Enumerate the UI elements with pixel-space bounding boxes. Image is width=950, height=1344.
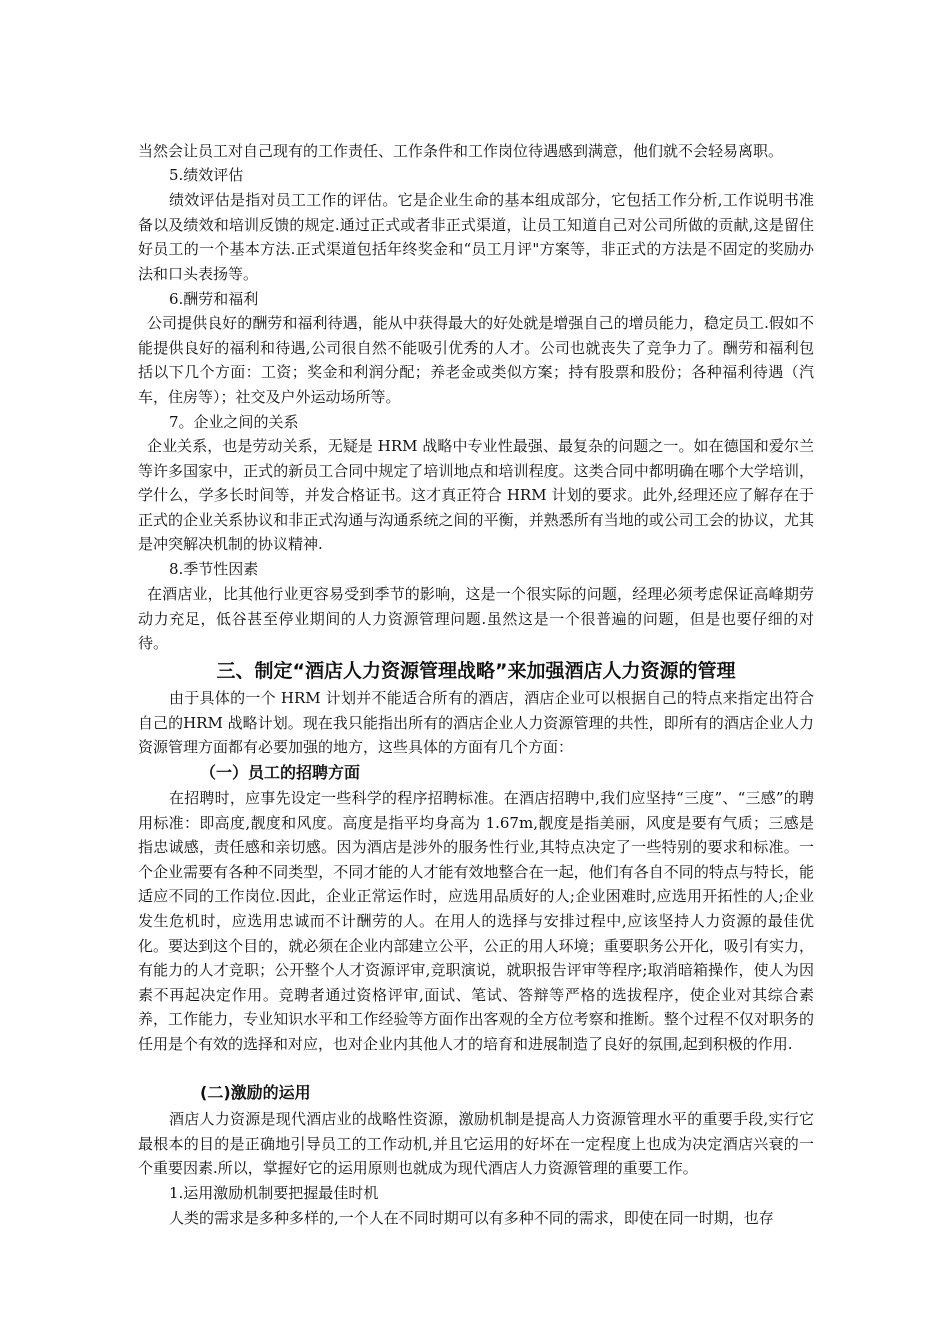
- subsection-2-heading: (二)激励的运用: [200, 1083, 311, 1102]
- item-7-title: 7。企业之间的关系: [169, 413, 299, 431]
- paragraph-item-7: 企业关系，也是劳动关系，无疑是 HRM 战略中专业性最强、最复杂的问题之一。如在德国和爱尔兰等许多国家中，正式的新员工合同中规定了培训地点和培训程度。这类合同中都明确在哪个大学培训，学什么，学多长时间等，并发合格证书。这才真正符合 HRM 计划的要求。此外,经理还应了解存在于正式的企业关系协议和非正式沟通与沟通系统之间的平衡，并熟悉所有当地的或公司工会的协议，尤其是冲突解决机制的协议精神.: [138, 437, 814, 554]
- item-6-title: 6.酬劳和福利: [169, 290, 259, 308]
- paragraph-item-5: 绩效评估是指对员工工作的评估。它是企业生命的基本组成部分，它包括工作分析,工作说明书准备以及绩效和培训反馈的规定.通过正式或者非正式渠道，让员工知道自己对公司所做的贡献,这是留住好员工的一个基本方法.正式渠道包括年终奖金和“员工月评"方案等，非正式的方法是不固定的奖励办法和口头表扬等。: [138, 191, 814, 283]
- paragraph-subsection-2-item-1: 人类的需求是多种多样的,一个人在不同时期可以有多种不同的需求，即使在同一时期，也存: [169, 1209, 774, 1227]
- paragraph-section-3: 由于具体的一个 HRM 计划并不能适合所有的酒店，酒店企业可以根据自己的特点来指定出符合自己的HRM 战略计划。现在我只能指出所有的酒店企业人力资源管理的共性，即所有的酒店企业人力资源管理方面都有必要加强的地方，这些具体的方面有几个方面：: [138, 689, 814, 757]
- item-8-title: 8.季节性因素: [169, 560, 259, 578]
- paragraph-subsection-1: 在招聘时，应事先设定一些科学的程序招聘标准。在酒店招聘中,我们应坚持“三度”、“三感”的聘用标准：即高度,靓度和风度。高度是指平均身高为 1.67m,靓度是指美丽，风度是要有气质；三感是指忠诚感，责任感和亲切感。因为酒店是涉外的服务性行业,其特点决定了一些特别的要求和标准。一个企业需要有各种不同类型，不同才能的人才能有效地整合在一起，他们有各自不同的特点与特长，能适应不同的工作岗位.因此，企业正常运作时，应选用品质好的人;企业困难时,应选用开拓性的人;企业发生危机时，应选用忠诚而不计酬劳的人。在用人的选择与安排过程中,应该坚持人力资源的最佳优化。要达到这个目的，就必须在企业内部建立公平，公正的用人环境；重要职务公开化，吸引有实力，有能力的人才竞职；公开整个人才资源评审,竞职演说，就职报告评审等程序;取消暗箱操作，使人为因素不再起决定作用。竞聘者通过资格评审,面试、笔试、答辩等严格的选拔程序，使企业对其综合素养，工作能力，专业知识水平和工作经验等方面作出客观的全方位考察和推断。整个过程不仅对职务的任用是个有效的选择和对应，也对企业内其他人才的培育和进展制造了良好的氛围,起到积极的作用.: [138, 789, 814, 1053]
- paragraph-intro-end: 当然会让员工对自己现有的工作责任、工作条件和工作岗位待遇感到满意，他们就不会轻易离职。: [138, 142, 784, 160]
- paragraph-item-8: 在酒店业，比其他行业更容易受到季节的影响，这是一个很实际的问题，经理必须考虑保证高峰期劳动力充足，低谷甚至停业期间的人力资源管理问题.虽然这是一个很普遍的问题，但是也要仔细的对待。: [138, 585, 814, 653]
- subsection-1-heading: （一）员工的招聘方面: [200, 763, 361, 782]
- section-3-heading: 三、制定“酒店人力资源管理战略”来加强酒店人力资源的管理: [216, 660, 736, 682]
- item-5-title: 5.绩效评估: [169, 166, 244, 184]
- paragraph-item-6: 公司提供良好的酬劳和福利待遇，能从中获得最大的好处就是增强自己的增员能力，稳定员工.假如不能提供良好的福利和待遇,公司很自然不能吸引优秀的人才。公司也就丧失了竞争力了。酬劳和福利包括以下几个方面：工资；奖金和利润分配；养老金或类似方案；持有股票和股份；各种福利待遇（汽车，住房等）；社交及户外运动场所等。: [138, 314, 814, 406]
- subsection-2-item-1-title: 1.运用激励机制要把握最佳时机: [169, 1184, 379, 1202]
- paragraph-subsection-2: 酒店人力资源是现代酒店业的战略性资源，激励机制是提高人力资源管理水平的重要手段,实行它最根本的目的是正确地引导员工的工作动机,并且它运用的好坏在一定程度上也成为决定酒店兴衰的一个重要因素.所以，掌握好它的运用原则也就成为现代酒店人力资源管理的重要工作。: [138, 1110, 814, 1178]
